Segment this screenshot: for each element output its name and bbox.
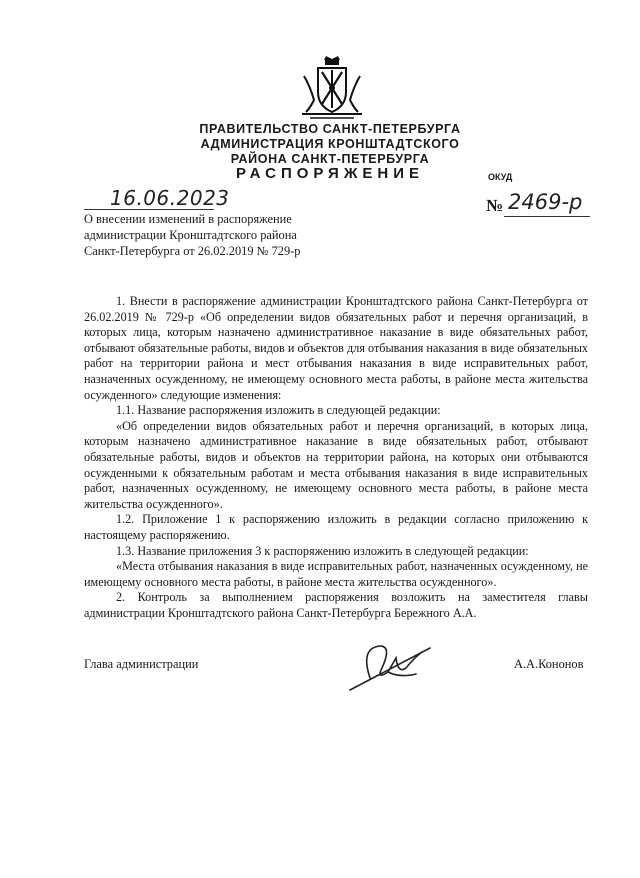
signatory-name: А.А.Кононов [514, 657, 584, 671]
paragraph-1-3: 1.3. Название приложения 3 к распоряжению изложить в следующей редакции: [116, 543, 529, 558]
date-underline [84, 209, 214, 210]
document-body [84, 294, 588, 621]
number-sign: № [486, 196, 504, 215]
org-name-line-3: РАЙОНА САНКТ-ПЕТЕРБУРГА [230, 152, 430, 166]
handwritten-signature [330, 628, 450, 698]
org-name-line-2: АДМИНИСТРАЦИЯ КРОНШТАДТСКОГО [200, 137, 460, 151]
coat-of-arms-emblem [300, 56, 364, 122]
okud-label: ОКУД [488, 172, 513, 182]
paragraph-quote-appendix: «Места отбывания наказания в виде исправительных работ, назначенных осужденному, не имеющему основного места работы, в районе места жительства осужденного». [84, 559, 588, 589]
paragraph-2: 2. Контроль за выполнением распоряжения возложить на заместителя главы администрации Кронштадтского района Санкт-Петербурга Бережного А.А. [84, 590, 588, 620]
document-number: 2469-р [508, 190, 583, 214]
signatory-position: Глава администрации [84, 657, 199, 671]
subject-line-2: администрации Кронштадтского района [84, 228, 297, 242]
subject-line-3: Санкт-Петербурга от 26.02.2019 № 729-р [84, 244, 301, 258]
document-date: 16.06.2023 [110, 186, 230, 210]
subject-line-1: О внесении изменений в распоряжение [84, 212, 292, 226]
paragraph-quote-title: «Об определении видов обязательных работ и перечня организаций, в которых лица, которым назначено административное наказание в виде обязательных работ, отбывают обязательные работы, видов и объектов на территории района, на которых они отбываются осужденными к обязательным работам и места отбывания наказания в виде исправительных работ, назначенных осужденному, не имеющему основного места работы, в районе места жительства осужденного». [84, 418, 588, 511]
org-name-line-1: ПРАВИТЕЛЬСТВО САНКТ-ПЕТЕРБУРГА [199, 122, 461, 136]
paragraph-1-1: 1.1. Название распоряжения изложить в следующей редакции: [116, 403, 441, 418]
paragraph-1: 1. Внести в распоряжение администрации Кронштадтского района Санкт-Петербурга от 26.02.2019 № 729-р «Об определении видов обязательных работ и перечня организаций, в которых лица, которым назначено административное наказание в виде обязательных работ, отбывают обязательные работы, видов и объектов для отбывания наказания в виде обязательных работ на территории района и мест отбывания наказания в виде исправительных работ, назначенных осужденному, не имеющему основного места работы, в районе места жительства осужденного» следующие изменения: [84, 294, 588, 402]
number-underline [504, 216, 590, 217]
paragraph-1-2: 1.2. Приложение 1 к распоряжению изложить в редакции согласно приложению к настоящему распоряжению. [84, 512, 588, 542]
document-type-title: РАСПОРЯЖЕНИЕ [235, 165, 425, 182]
document-subject [84, 211, 364, 259]
